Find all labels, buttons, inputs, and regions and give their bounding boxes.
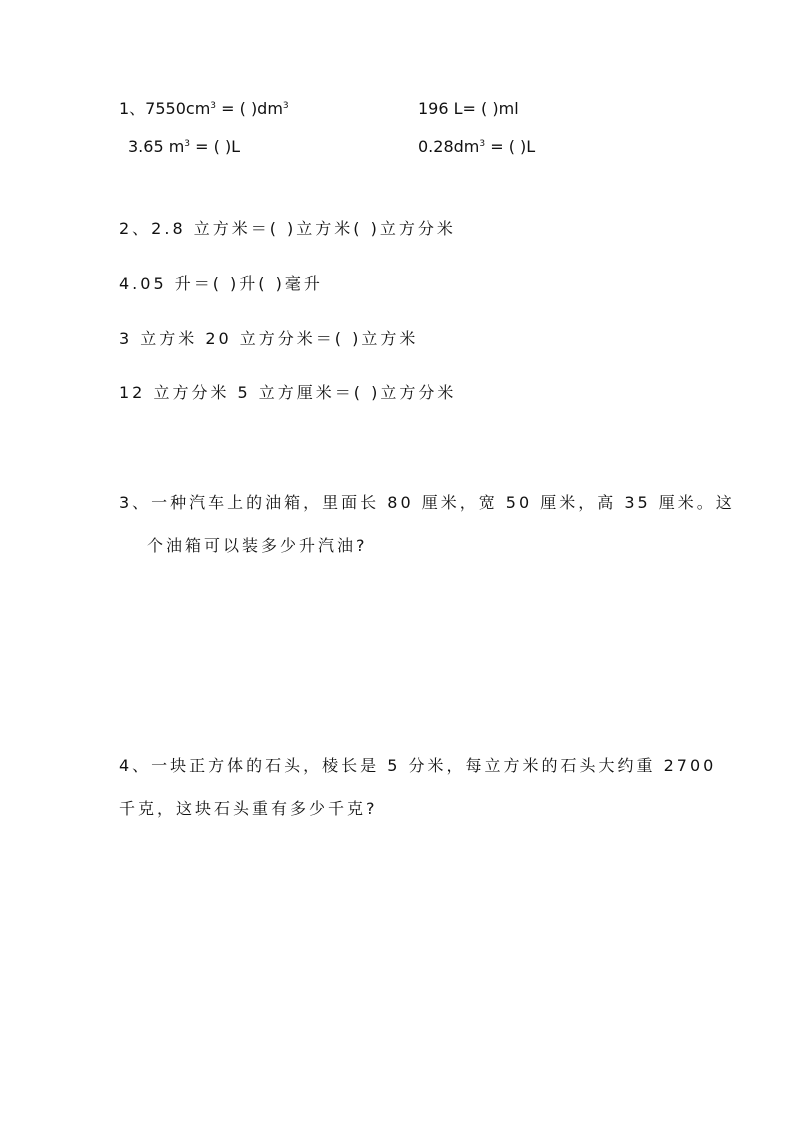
q2-line3: 3 立方米 20 立方分米＝( )立方米 [119, 329, 419, 348]
q1-row2-right [418, 139, 535, 155]
q1-r2-left-text: 3.65 m [128, 137, 185, 156]
q1-r2-right-text: 0.28dm [418, 137, 480, 156]
superscript: 3 [184, 139, 191, 149]
q1-row1-left [119, 101, 289, 117]
q3-line1: 3、一种汽车上的油箱，里面长 80 厘米，宽 50 厘米，高 35 厘米。这 [119, 493, 735, 512]
q2-line4: 12 立方分米 5 立方厘米＝( )立方分米 [119, 383, 457, 402]
q1-r1-left-text-b: = ( )dm [216, 99, 283, 118]
q1-r2-left-text-b: = ( )L [190, 137, 241, 156]
superscript: 3 [210, 101, 217, 111]
q2-line1: 2、2.8 立方米＝( )立方米( )立方分米 [119, 219, 456, 238]
q4-line2: 千克，这块石头重有多少千克? [119, 799, 378, 818]
q1-r2-right-text-b: = ( )L [485, 137, 536, 156]
q1-row2-left [128, 139, 240, 155]
q1-row1-right: 196 L= ( )ml [418, 99, 519, 118]
q2-line2: 4.05 升＝( )升( )毫升 [119, 274, 323, 293]
q1-r1-left-text: 1、7550cm [119, 99, 211, 118]
superscript: 3 [282, 101, 289, 111]
superscript: 3 [479, 139, 486, 149]
q3-line2: 个油箱可以装多少升汽油? [147, 536, 368, 555]
q4-line1: 4、一块正方体的石头，棱长是 5 分米，每立方米的石头大约重 2700 [119, 756, 717, 775]
